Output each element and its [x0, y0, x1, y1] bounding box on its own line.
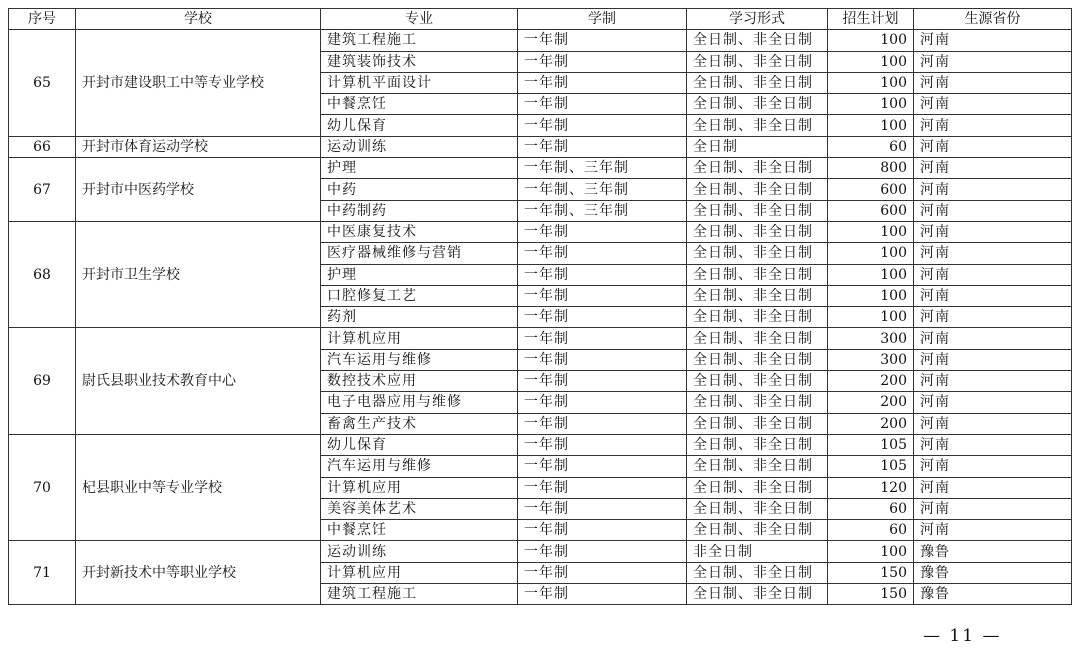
study-system-cell: 一年制、三年制	[518, 200, 687, 221]
study-form-cell: 全日制、非全日制	[687, 371, 828, 392]
major-cell: 中药	[321, 179, 518, 200]
major-cell: 护理	[321, 158, 518, 179]
enrollment-plan-cell: 100	[828, 221, 914, 242]
study-system-cell: 一年制	[518, 520, 687, 541]
source-province-cell: 河南	[914, 179, 1072, 200]
enrollment-plan-cell: 100	[828, 307, 914, 328]
study-form-cell: 全日制、非全日制	[687, 51, 828, 72]
table-row	[9, 30, 1072, 51]
study-system-cell: 一年制	[518, 51, 687, 72]
source-province-cell: 河南	[914, 243, 1072, 264]
study-form-cell: 全日制、非全日制	[687, 477, 828, 498]
source-province-cell: 河南	[914, 115, 1072, 136]
enrollment-table	[8, 8, 1072, 605]
study-system-cell: 一年制、三年制	[518, 158, 687, 179]
source-province-cell: 河南	[914, 413, 1072, 434]
study-form-cell: 全日制	[687, 136, 828, 157]
source-province-cell: 河南	[914, 434, 1072, 455]
enrollment-plan-cell: 100	[828, 30, 914, 51]
major-cell: 中餐烹饪	[321, 94, 518, 115]
study-system-cell: 一年制	[518, 498, 687, 519]
enrollment-plan-cell: 120	[828, 477, 914, 498]
study-system-cell: 一年制	[518, 264, 687, 285]
study-form-cell: 全日制、非全日制	[687, 94, 828, 115]
study-system-cell: 一年制	[518, 371, 687, 392]
study-form-cell: 全日制、非全日制	[687, 328, 828, 349]
study-system-cell: 一年制、三年制	[518, 179, 687, 200]
enrollment-plan-cell: 100	[828, 51, 914, 72]
study-system-cell: 一年制	[518, 392, 687, 413]
school-name-cell: 尉氏县职业技术教育中心	[76, 328, 321, 434]
major-cell: 美容美体艺术	[321, 498, 518, 519]
source-province-cell: 河南	[914, 200, 1072, 221]
study-form-cell: 全日制、非全日制	[687, 264, 828, 285]
enrollment-plan-cell: 100	[828, 94, 914, 115]
enrollment-plan-cell: 150	[828, 584, 914, 605]
source-province-cell: 河南	[914, 477, 1072, 498]
study-form-cell: 全日制、非全日制	[687, 200, 828, 221]
source-province-cell: 河南	[914, 94, 1072, 115]
major-cell: 计算机应用	[321, 562, 518, 583]
major-cell: 计算机应用	[321, 328, 518, 349]
header-row	[9, 9, 1072, 30]
school-number-cell: 71	[9, 541, 76, 605]
table-row	[9, 434, 1072, 455]
study-form-cell: 全日制、非全日制	[687, 413, 828, 434]
school-name-cell: 开封市中医药学校	[76, 158, 321, 222]
study-system-cell: 一年制	[518, 243, 687, 264]
header-province: 生源省份	[914, 9, 1072, 30]
study-form-cell: 非全日制	[687, 541, 828, 562]
study-form-cell: 全日制、非全日制	[687, 434, 828, 455]
major-cell: 建筑工程施工	[321, 30, 518, 51]
enrollment-plan-cell: 60	[828, 520, 914, 541]
enrollment-plan-cell: 800	[828, 158, 914, 179]
school-name-cell: 开封新技术中等职业学校	[76, 541, 321, 605]
study-form-cell: 全日制、非全日制	[687, 562, 828, 583]
study-form-cell: 全日制、非全日制	[687, 243, 828, 264]
source-province-cell: 豫鲁	[914, 541, 1072, 562]
major-cell: 计算机平面设计	[321, 72, 518, 93]
header-school: 学校	[76, 9, 321, 30]
major-cell: 药剂	[321, 307, 518, 328]
source-province-cell: 河南	[914, 51, 1072, 72]
enrollment-plan-cell: 300	[828, 328, 914, 349]
study-system-cell: 一年制	[518, 30, 687, 51]
enrollment-plan-cell: 300	[828, 349, 914, 370]
source-province-cell: 河南	[914, 72, 1072, 93]
enrollment-plan-cell: 100	[828, 243, 914, 264]
source-province-cell: 河南	[914, 328, 1072, 349]
study-form-cell: 全日制、非全日制	[687, 349, 828, 370]
enrollment-plan-cell: 105	[828, 434, 914, 455]
source-province-cell: 河南	[914, 392, 1072, 413]
enrollment-plan-cell: 600	[828, 200, 914, 221]
study-form-cell: 全日制、非全日制	[687, 456, 828, 477]
school-name-cell: 开封市卫生学校	[76, 221, 321, 327]
enrollment-plan-cell: 105	[828, 456, 914, 477]
school-number-cell: 65	[9, 30, 76, 136]
source-province-cell: 河南	[914, 371, 1072, 392]
school-name-cell: 杞县职业中等专业学校	[76, 434, 321, 540]
table-row	[9, 136, 1072, 157]
source-province-cell: 河南	[914, 136, 1072, 157]
major-cell: 口腔修复工艺	[321, 285, 518, 306]
study-system-cell: 一年制	[518, 477, 687, 498]
study-system-cell: 一年制	[518, 94, 687, 115]
study-form-cell: 全日制、非全日制	[687, 520, 828, 541]
school-number-cell: 69	[9, 328, 76, 434]
major-cell: 数控技术应用	[321, 371, 518, 392]
study-system-cell: 一年制	[518, 221, 687, 242]
study-system-cell: 一年制	[518, 307, 687, 328]
study-form-cell: 全日制、非全日制	[687, 392, 828, 413]
study-system-cell: 一年制	[518, 136, 687, 157]
study-form-cell: 全日制、非全日制	[687, 221, 828, 242]
school-number-cell: 70	[9, 434, 76, 540]
school-name-cell: 开封市体育运动学校	[76, 136, 321, 157]
study-system-cell: 一年制	[518, 413, 687, 434]
major-cell: 汽车运用与维修	[321, 349, 518, 370]
major-cell: 运动训练	[321, 136, 518, 157]
study-system-cell: 一年制	[518, 584, 687, 605]
header-form: 学习形式	[687, 9, 828, 30]
study-system-cell: 一年制	[518, 541, 687, 562]
source-province-cell: 河南	[914, 30, 1072, 51]
study-system-cell: 一年制	[518, 434, 687, 455]
enrollment-plan-cell: 100	[828, 72, 914, 93]
source-province-cell: 河南	[914, 520, 1072, 541]
study-system-cell: 一年制	[518, 72, 687, 93]
major-cell: 幼儿保育	[321, 115, 518, 136]
source-province-cell: 河南	[914, 221, 1072, 242]
enrollment-plan-cell: 100	[828, 115, 914, 136]
school-number-cell: 67	[9, 158, 76, 222]
study-form-cell: 全日制、非全日制	[687, 307, 828, 328]
enrollment-plan-cell: 100	[828, 285, 914, 306]
enrollment-plan-cell: 200	[828, 371, 914, 392]
major-cell: 中医康复技术	[321, 221, 518, 242]
study-system-cell: 一年制	[518, 349, 687, 370]
study-form-cell: 全日制、非全日制	[687, 498, 828, 519]
source-province-cell: 河南	[914, 498, 1072, 519]
source-province-cell: 河南	[914, 285, 1072, 306]
major-cell: 中餐烹饪	[321, 520, 518, 541]
source-province-cell: 河南	[914, 307, 1072, 328]
table-row	[9, 221, 1072, 242]
study-form-cell: 全日制、非全日制	[687, 584, 828, 605]
source-province-cell: 河南	[914, 456, 1072, 477]
header-plan: 招生计划	[828, 9, 914, 30]
major-cell: 建筑工程施工	[321, 584, 518, 605]
table-row	[9, 158, 1072, 179]
enrollment-plan-cell: 60	[828, 498, 914, 519]
header-no: 序号	[9, 9, 76, 30]
enrollment-plan-cell: 60	[828, 136, 914, 157]
header-major: 专业	[321, 9, 518, 30]
source-province-cell: 河南	[914, 349, 1072, 370]
table-row	[9, 541, 1072, 562]
table-header	[9, 9, 1072, 30]
table-row	[9, 328, 1072, 349]
school-name-cell: 开封市建设职工中等专业学校	[76, 30, 321, 136]
study-system-cell: 一年制	[518, 285, 687, 306]
major-cell: 中药制药	[321, 200, 518, 221]
study-system-cell: 一年制	[518, 456, 687, 477]
page-number: — 11 —	[923, 626, 1002, 646]
major-cell: 计算机应用	[321, 477, 518, 498]
major-cell: 医疗器械维修与营销	[321, 243, 518, 264]
study-form-cell: 全日制、非全日制	[687, 72, 828, 93]
major-cell: 电子电器应用与维修	[321, 392, 518, 413]
major-cell: 运动训练	[321, 541, 518, 562]
enrollment-plan-cell: 100	[828, 541, 914, 562]
table-body	[9, 30, 1072, 605]
major-cell: 汽车运用与维修	[321, 456, 518, 477]
study-form-cell: 全日制、非全日制	[687, 285, 828, 306]
study-system-cell: 一年制	[518, 115, 687, 136]
enrollment-plan-cell: 100	[828, 264, 914, 285]
source-province-cell: 豫鲁	[914, 562, 1072, 583]
study-form-cell: 全日制、非全日制	[687, 30, 828, 51]
major-cell: 护理	[321, 264, 518, 285]
enrollment-plan-cell: 600	[828, 179, 914, 200]
source-province-cell: 河南	[914, 158, 1072, 179]
school-number-cell: 68	[9, 221, 76, 327]
study-form-cell: 全日制、非全日制	[687, 158, 828, 179]
header-system: 学制	[518, 9, 687, 30]
study-system-cell: 一年制	[518, 328, 687, 349]
enrollment-plan-cell: 200	[828, 413, 914, 434]
source-province-cell: 豫鲁	[914, 584, 1072, 605]
major-cell: 畜禽生产技术	[321, 413, 518, 434]
study-form-cell: 全日制、非全日制	[687, 179, 828, 200]
source-province-cell: 河南	[914, 264, 1072, 285]
enrollment-plan-cell: 200	[828, 392, 914, 413]
enrollment-plan-cell: 150	[828, 562, 914, 583]
major-cell: 建筑装饰技术	[321, 51, 518, 72]
major-cell: 幼儿保育	[321, 434, 518, 455]
study-form-cell: 全日制、非全日制	[687, 115, 828, 136]
school-number-cell: 66	[9, 136, 76, 157]
study-system-cell: 一年制	[518, 562, 687, 583]
